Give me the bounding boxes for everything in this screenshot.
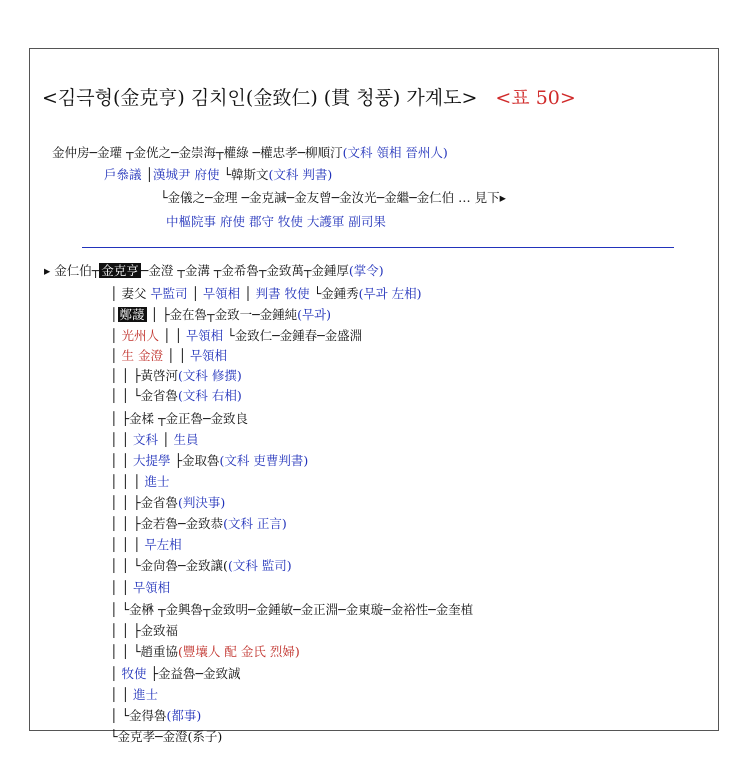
person-names: │ 妻父 bbox=[110, 286, 151, 301]
office-label: 生員 bbox=[173, 432, 199, 447]
office-label: 무領相 bbox=[189, 348, 228, 363]
tree-line bbox=[110, 644, 300, 660]
person-names: │ bbox=[110, 666, 122, 681]
person-names: └韓斯文 bbox=[219, 167, 269, 182]
person-names: │ ├金在魯┬金致一─金鍾純 bbox=[146, 307, 298, 322]
tree-line bbox=[110, 666, 241, 682]
section-divider bbox=[82, 247, 674, 248]
person-names: │ │ ├金致福 bbox=[110, 623, 179, 638]
tree-line bbox=[110, 307, 331, 323]
tree-line bbox=[160, 190, 506, 206]
person-names: │ │ ├黃啓河 bbox=[110, 368, 179, 383]
office-label: 大提學 bbox=[133, 453, 171, 468]
office-label: (文科 判書) bbox=[268, 167, 333, 182]
person-names: │ │ ├金若魯─金致恭 bbox=[110, 516, 224, 531]
highlighted-name: 金克亨 bbox=[101, 263, 139, 278]
office-label: 漢城尹 府使 bbox=[153, 167, 220, 182]
person-names: │ bbox=[187, 286, 204, 301]
office-label: 무監司 bbox=[150, 286, 188, 301]
office-label: (判決事) bbox=[178, 495, 226, 510]
office-label: 무領相 bbox=[133, 580, 171, 595]
table-number-tag: <표 50> bbox=[495, 87, 576, 109]
note-label: (豐壤人 配 金氏 烈婦) bbox=[178, 644, 300, 659]
highlighted-name: 鄭蘐 bbox=[119, 307, 145, 322]
office-label: 무領相 bbox=[186, 328, 224, 343]
person-names: └金致仁─金鍾春─金盛淵 bbox=[223, 328, 363, 343]
office-label: 戶叅議 bbox=[104, 167, 142, 182]
person-names: │ │ bbox=[110, 687, 133, 702]
office-label: (文科 修撰) bbox=[178, 368, 242, 383]
tree-line bbox=[110, 432, 199, 448]
title-main: <김극형(金克亨) 김치인(金致仁) (貫 청풍) 가계도> bbox=[42, 87, 478, 109]
person-names: │ bbox=[110, 348, 122, 363]
person-names: │ └金得魯 bbox=[110, 708, 167, 723]
tree-line bbox=[44, 263, 384, 279]
person-names: │ │ │ bbox=[110, 474, 145, 489]
office-label: 中樞院事 府使 郡守 牧使 大護軍 副司果 bbox=[166, 214, 386, 229]
office-label: (文科 監司) bbox=[227, 558, 292, 573]
person-names: │ │ bbox=[159, 328, 186, 343]
person-names: │ bbox=[141, 167, 154, 182]
office-label: (무과) bbox=[297, 307, 332, 322]
note-label: 生 金澄 bbox=[121, 348, 163, 363]
tree-line bbox=[110, 286, 421, 302]
person-names: 金仲房─金瓘 ┬金侊之─金崇海┬權綠 ─權忠孝─柳順汀 bbox=[52, 145, 343, 160]
tree-line bbox=[104, 167, 332, 183]
office-label: 무領相 bbox=[203, 286, 241, 301]
office-label: (文科 領相 晉州人) bbox=[342, 145, 448, 160]
person-names: │ ├金楺 ┬金正魯─金致良 bbox=[110, 411, 249, 426]
person-names: │ │ bbox=[110, 580, 133, 595]
person-names: └金克孝─金澄(系子) bbox=[110, 729, 223, 744]
person-names: │ └金楙 ┬金興魯┬金致明─金鍾敏─金正淵─金東璇─金裕性─金奎植 bbox=[110, 602, 474, 617]
person-names: │ bbox=[110, 307, 118, 322]
person-names: │ │ └金省魯 bbox=[110, 388, 179, 403]
note-label: 光州人 bbox=[121, 328, 160, 343]
tree-line bbox=[110, 687, 158, 703]
person-names: │ │ ├金省魯 bbox=[110, 495, 179, 510]
person-names: │ bbox=[240, 286, 256, 301]
office-label: 무左相 bbox=[144, 537, 182, 552]
tree-line bbox=[110, 328, 362, 344]
person-names: └金儀之─金理 ─金克諴─金友曾─金汝光─金繼─金仁伯 … 見下▸ bbox=[160, 190, 506, 205]
tree-line bbox=[110, 388, 242, 404]
office-label: 牧使 bbox=[121, 666, 147, 681]
person-names: │ bbox=[110, 328, 122, 343]
person-names: │ │ └金尙魯─金致讓( bbox=[110, 558, 228, 573]
tree-line bbox=[110, 474, 170, 490]
office-label: (文科 右相) bbox=[178, 388, 242, 403]
tree-line bbox=[110, 516, 287, 532]
office-label: (文科 正言) bbox=[223, 516, 287, 531]
person-names: │ │ bbox=[110, 453, 133, 468]
office-label: (무과 左相) bbox=[358, 286, 422, 301]
office-label: 進士 bbox=[144, 474, 170, 489]
tree-line bbox=[110, 729, 222, 745]
person-names: │ │ bbox=[110, 432, 133, 447]
office-label: (文科 吏曹判書) bbox=[219, 453, 309, 468]
person-names: │ │ └趙重協 bbox=[110, 644, 179, 659]
office-label: (都事) bbox=[166, 708, 202, 723]
tree-line bbox=[52, 145, 448, 161]
person-names: ├金取魯 bbox=[170, 453, 220, 468]
tree-line bbox=[110, 411, 248, 427]
person-names: │ │ bbox=[162, 348, 190, 363]
person-names: └金鍾秀 bbox=[309, 286, 359, 301]
tree-line bbox=[110, 453, 308, 469]
tree-line bbox=[110, 348, 227, 364]
person-names: │ bbox=[158, 432, 174, 447]
person-names: │ │ │ bbox=[110, 537, 145, 552]
person-names: ▸ 金仁伯┬ bbox=[44, 263, 100, 278]
tree-line bbox=[110, 602, 473, 618]
office-label: 判書 牧使 bbox=[255, 286, 310, 301]
tree-line bbox=[110, 537, 182, 553]
office-label: 進士 bbox=[133, 687, 159, 702]
genealogy-panel bbox=[29, 48, 719, 744]
person-names: ├金益魯─金致誠 bbox=[146, 666, 241, 681]
tree-line bbox=[110, 495, 225, 511]
tree-line bbox=[110, 708, 201, 724]
page-title bbox=[42, 83, 576, 110]
person-names: ─金澄 ┬金溝 ┬金希魯┬金致萬┬金鍾厚 bbox=[140, 263, 349, 278]
tree-line bbox=[110, 368, 242, 384]
office-label: 文科 bbox=[133, 432, 159, 447]
tree-line bbox=[166, 214, 386, 230]
office-label: (掌令) bbox=[348, 263, 384, 278]
tree-line bbox=[110, 558, 292, 574]
tree-line bbox=[110, 580, 170, 596]
tree-line bbox=[110, 623, 178, 639]
